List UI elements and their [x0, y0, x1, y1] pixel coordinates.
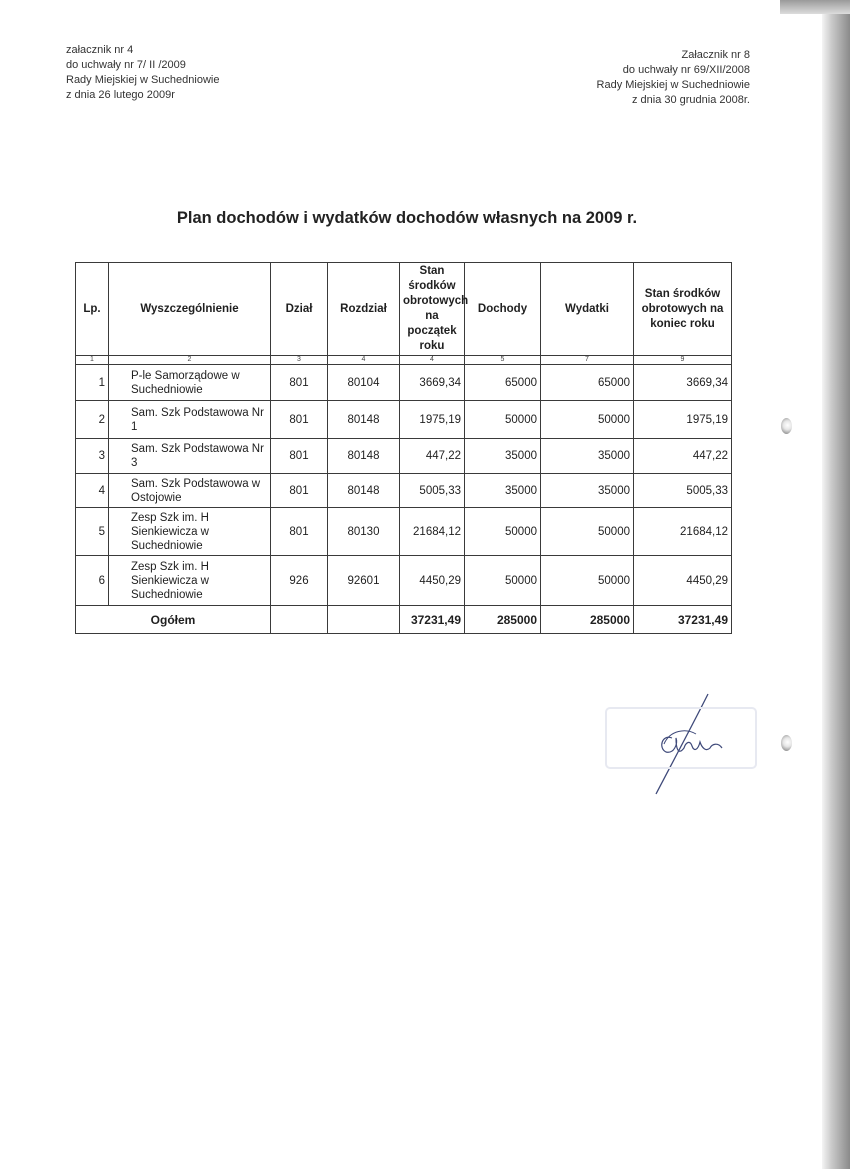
table-row: [76, 365, 732, 401]
table-header-row: [76, 263, 732, 356]
cell-stan-poczatek: 1975,19: [400, 401, 465, 439]
scanned-page-edge: [822, 0, 850, 1169]
cell-stan-koniec: 21684,12: [634, 508, 732, 556]
table-row: [76, 401, 732, 439]
total-stan-koniec: 37231,49: [634, 606, 732, 634]
cell-dochody: 50000: [465, 556, 541, 606]
cell-dzial: 801: [271, 439, 328, 474]
cell-stan-poczatek: 3669,34: [400, 365, 465, 401]
cell-empty: [328, 606, 400, 634]
cell-rozdzial: 80148: [328, 439, 400, 474]
cell-stan-koniec: 5005,33: [634, 474, 732, 508]
header-right-line: Załacznik nr 8: [681, 49, 750, 61]
cell-dzial: 801: [271, 508, 328, 556]
total-wydatki: 285000: [541, 606, 634, 634]
total-label: Ogółem: [76, 606, 271, 634]
column-number: 2: [109, 356, 271, 365]
scanned-page-corner: [780, 0, 850, 14]
column-number: 4: [328, 356, 400, 365]
cell-dzial: 801: [271, 474, 328, 508]
table-row: [76, 508, 732, 556]
header-right-line: z dnia 30 grudnia 2008r.: [631, 94, 750, 106]
cell-rozdzial: 92601: [328, 556, 400, 606]
cell-wydatki: 35000: [541, 439, 634, 474]
cell-wydatki: 50000: [541, 508, 634, 556]
header-left-line: do uchwały nr 7/ II /2009: [66, 59, 186, 71]
cell-wydatki: 50000: [541, 556, 634, 606]
header-right-line: Rady Miejskiej w Suchedniowie: [596, 79, 750, 91]
cell-lp: 5: [76, 508, 109, 556]
cell-dochody: 50000: [465, 401, 541, 439]
col-header-dzial: Dział: [271, 263, 328, 356]
punch-hole: [781, 735, 792, 751]
column-number: 3: [271, 356, 328, 365]
header-left-line: z dnia 26 lutego 2009r: [66, 89, 175, 101]
cell-name: P-le Samorządowe w Suchedniowie: [109, 365, 271, 401]
cell-lp: 1: [76, 365, 109, 401]
cell-lp: 6: [76, 556, 109, 606]
table-row: [76, 439, 732, 474]
col-header-lp: Lp.: [76, 263, 109, 356]
cell-empty: [271, 606, 328, 634]
cell-stan-koniec: 3669,34: [634, 365, 732, 401]
cell-lp: 3: [76, 439, 109, 474]
cell-dzial: 801: [271, 401, 328, 439]
cell-lp: 2: [76, 401, 109, 439]
cell-name: Zesp Szk im. H Sienkiewicza w Suchedniowie: [109, 508, 271, 556]
col-header-stan-poczatek: Stan środków obrotowych na początek roku: [400, 263, 465, 356]
cell-stan-poczatek: 5005,33: [400, 474, 465, 508]
cell-dzial: 926: [271, 556, 328, 606]
header-annex-right: [597, 48, 750, 108]
column-number: 4: [400, 356, 465, 365]
table-total-row: [76, 606, 732, 634]
cell-stan-poczatek: 21684,12: [400, 508, 465, 556]
col-header-wyszczegolnienie: Wyszczególnienie: [109, 263, 271, 356]
cell-name: Sam. Szk Podstawowa Nr 3: [109, 439, 271, 474]
cell-dochody: 35000: [465, 474, 541, 508]
cell-rozdzial: 80148: [328, 401, 400, 439]
cell-dzial: 801: [271, 365, 328, 401]
column-number: 9: [634, 356, 732, 365]
cell-stan-poczatek: 4450,29: [400, 556, 465, 606]
cell-stan-koniec: 447,22: [634, 439, 732, 474]
header-left-line: załacznik nr 4: [66, 44, 134, 56]
cell-rozdzial: 80130: [328, 508, 400, 556]
col-header-stan-koniec: Stan środków obrotowych na koniec roku: [634, 263, 732, 356]
page-title: Plan dochodów i wydatków dochodów własnych na 2009 r.: [176, 209, 638, 227]
table-row: [76, 556, 732, 606]
punch-hole: [781, 418, 792, 434]
cell-wydatki: 35000: [541, 474, 634, 508]
cell-lp: 4: [76, 474, 109, 508]
header-annex-left: [66, 43, 219, 103]
total-dochody: 285000: [465, 606, 541, 634]
col-header-wydatki: Wydatki: [541, 263, 634, 356]
cell-stan-koniec: 1975,19: [634, 401, 732, 439]
cell-name: Zesp Szk im. H Sienkiewicza w Suchedniowie: [109, 556, 271, 606]
col-header-rozdzial: Rozdział: [328, 263, 400, 356]
cell-name: Sam. Szk Podstawowa w Ostojowie: [109, 474, 271, 508]
col-header-dochody: Dochody: [465, 263, 541, 356]
column-number-row: [76, 356, 732, 365]
column-number: 1: [76, 356, 109, 365]
cell-dochody: 65000: [465, 365, 541, 401]
cell-dochody: 35000: [465, 439, 541, 474]
cell-rozdzial: 80104: [328, 365, 400, 401]
header-left-line: Rady Miejskiej w Suchedniowie: [66, 74, 220, 86]
plan-table: [75, 262, 732, 634]
cell-stan-poczatek: 447,22: [400, 439, 465, 474]
header-right-line: do uchwały nr 69/XII/2008: [622, 64, 750, 76]
cell-rozdzial: 80148: [328, 474, 400, 508]
cell-wydatki: 65000: [541, 365, 634, 401]
table-row: [76, 474, 732, 508]
column-number: 5: [465, 356, 541, 365]
cell-stan-koniec: 4450,29: [634, 556, 732, 606]
cell-wydatki: 50000: [541, 401, 634, 439]
cell-name: Sam. Szk Podstawowa Nr 1: [109, 401, 271, 439]
column-number: 7: [541, 356, 634, 365]
handwritten-signature: [600, 690, 760, 800]
total-stan-poczatek: 37231,49: [400, 606, 465, 634]
cell-dochody: 50000: [465, 508, 541, 556]
